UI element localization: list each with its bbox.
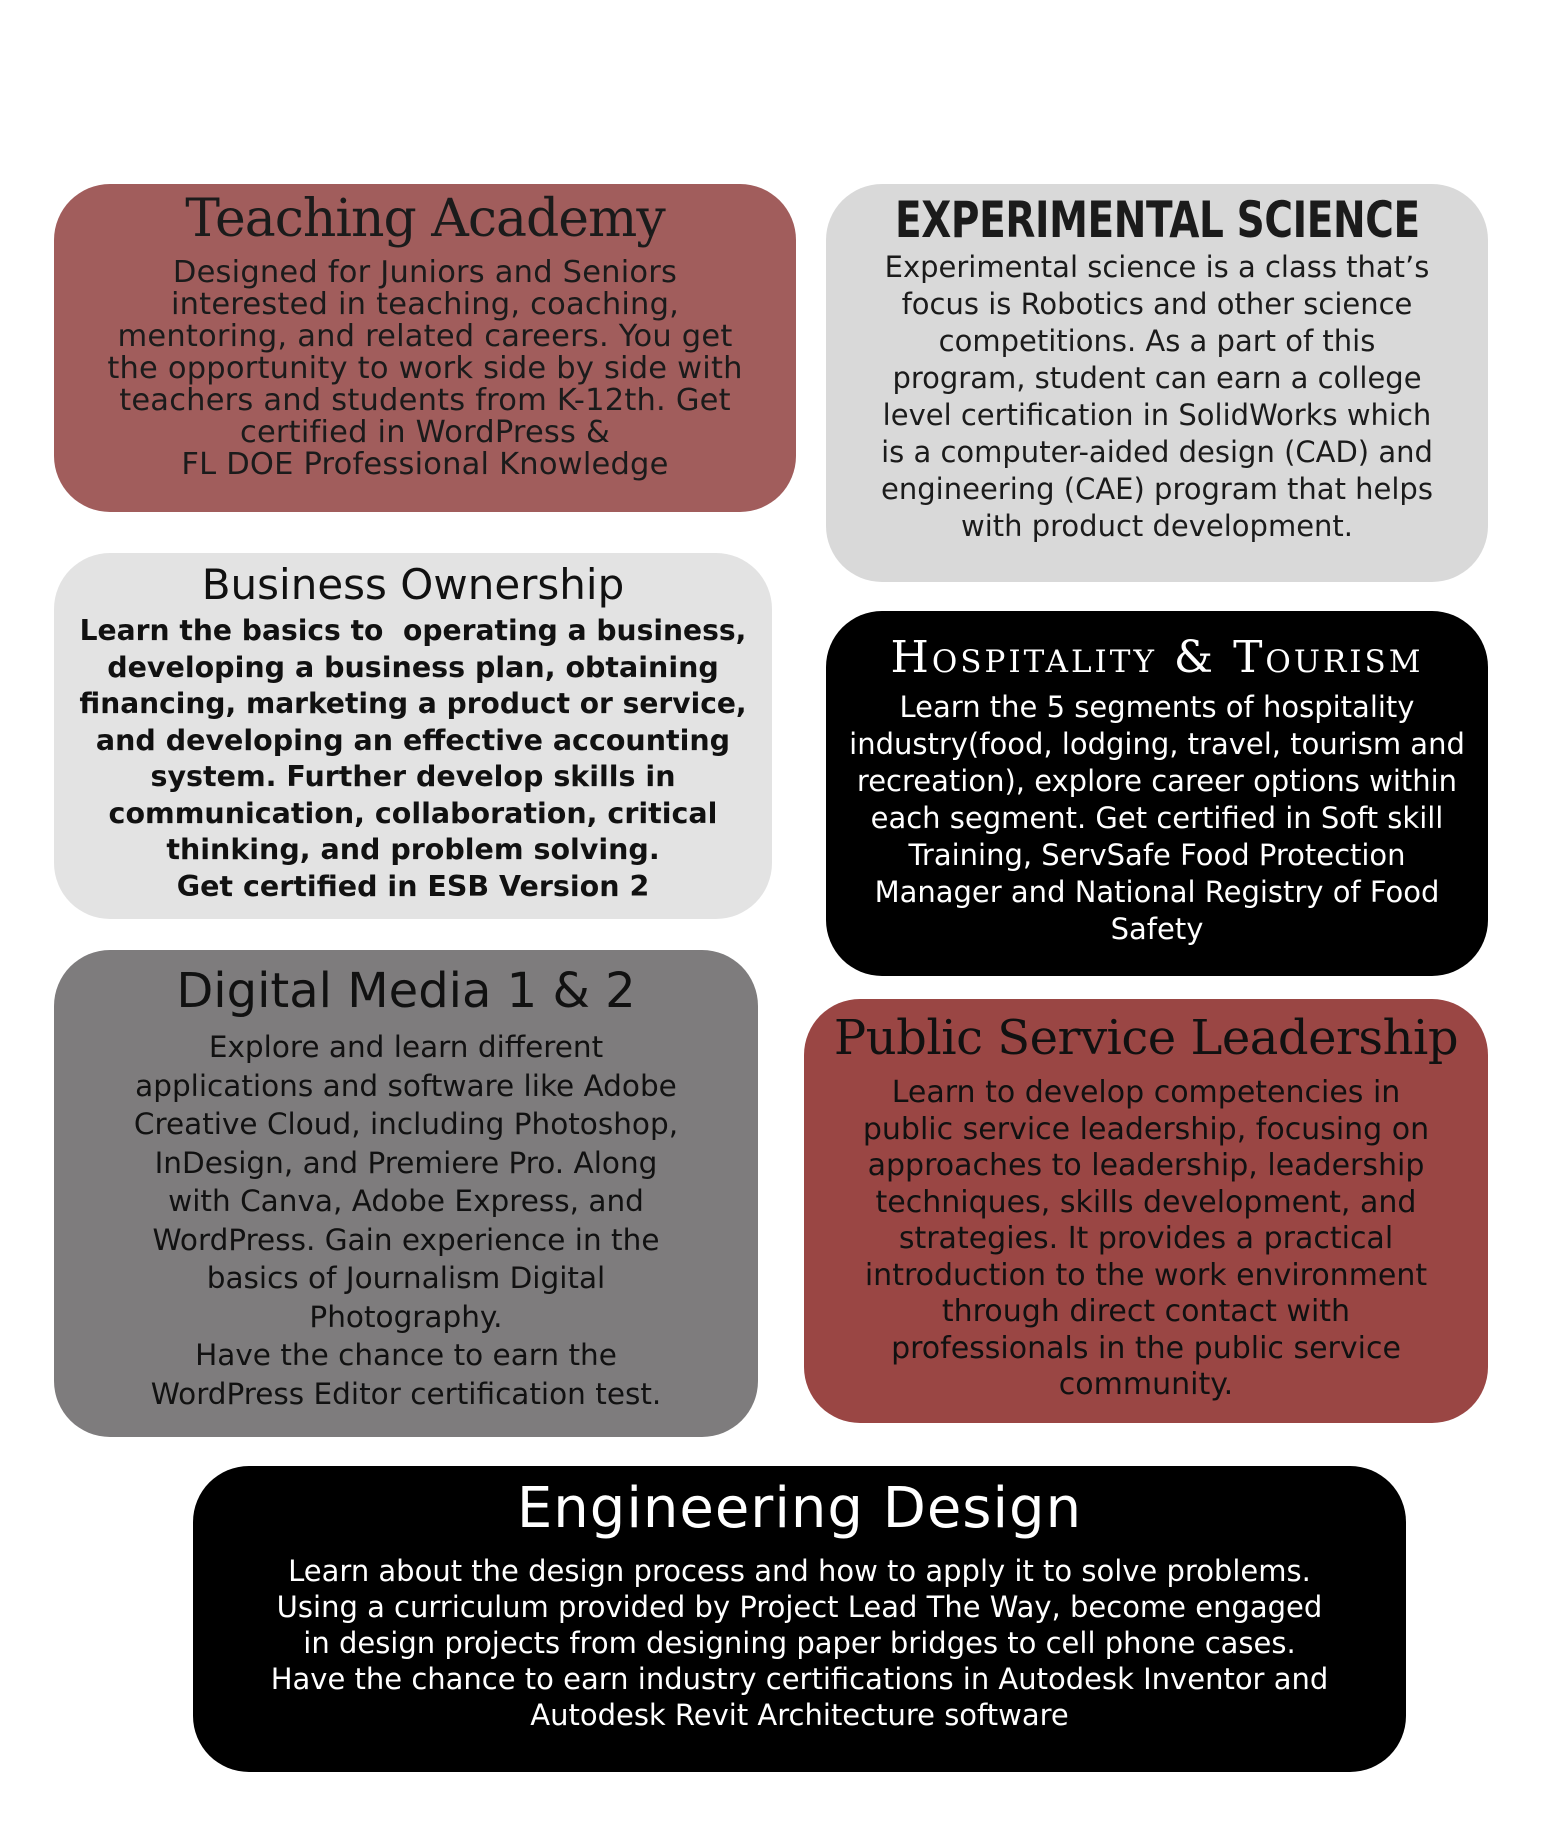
- experimental-science-title: EXPERIMENTAL SCIENCE: [894, 191, 1420, 249]
- experimental-science-card: [826, 184, 1488, 582]
- description-line: the opportunity to work side by side with: [107, 350, 743, 386]
- description-line: WordPress Editor certification test.: [150, 1376, 662, 1411]
- public-service-leadership-description: [863, 1075, 1429, 1404]
- description-line: competitions. As a part of this: [938, 323, 1376, 358]
- description-line: FL DOE Professional Knowledge: [181, 446, 669, 482]
- description-line: approaches to leadership, leadership: [867, 1148, 1425, 1184]
- description-line: engineering (CAE) program that helps: [881, 471, 1433, 506]
- description-line: applications and software like Adobe: [135, 1068, 677, 1103]
- description-line: is a computer-aided design (CAD) and: [881, 434, 1433, 469]
- description-line: with Canva, Adobe Express, and: [168, 1184, 644, 1219]
- description-line: WordPress. Gain experience in the: [152, 1222, 660, 1257]
- description-line: financing, marketing a product or service,: [79, 687, 747, 721]
- description-line: program, student can earn a college: [892, 360, 1422, 395]
- engineering-design-description: [271, 1553, 1329, 1733]
- description-line: Have the chance to earn the: [195, 1338, 617, 1373]
- experimental-science-description: [881, 249, 1433, 545]
- description-line: basics of Journalism Digital: [206, 1261, 606, 1296]
- description-line: teachers and students from K-12th. Get: [119, 382, 731, 418]
- teaching-academy-description: [107, 254, 743, 482]
- digital-media-description: [134, 1028, 678, 1413]
- description-line: recreation), explore career options within: [856, 764, 1458, 799]
- description-line: Autodesk Revit Architecture software: [530, 1697, 1069, 1732]
- description-line: Get certified in ESB Version 2: [176, 869, 650, 903]
- description-line: professionals in the public service: [891, 1330, 1401, 1366]
- teaching-academy-card: [54, 184, 796, 512]
- description-line: Safety: [1110, 912, 1204, 947]
- description-line: focus is Robotics and other science: [901, 286, 1413, 321]
- description-line: Manager and National Registry of Food: [874, 875, 1440, 910]
- digital-media-title: Digital Media 1 & 2: [176, 963, 636, 1019]
- description-line: strategies. It provides a practical: [898, 1221, 1394, 1257]
- description-line: communication, collaboration, critical: [108, 796, 718, 830]
- description-line: introduction to the work environment: [864, 1257, 1428, 1293]
- description-line: level certification in SolidWorks which: [882, 397, 1432, 432]
- description-line: Training, ServSafe Food Protection: [908, 838, 1406, 873]
- description-line: and developing an effective accounting: [95, 723, 731, 757]
- description-line: developing a business plan, obtaining: [107, 650, 719, 684]
- description-line: mentoring, and related careers. You get: [117, 318, 733, 354]
- description-line: industry(food, lodging, travel, tourism and: [849, 727, 1465, 762]
- description-line: Learn to develop competencies in: [891, 1075, 1401, 1111]
- description-line: certified in WordPress &: [240, 414, 610, 450]
- hospitality-tourism-description: [849, 689, 1465, 948]
- description-line: Using a curriculum provided by Project Lead The Way, become engaged: [276, 1589, 1323, 1624]
- description-line: Creative Cloud, including Photoshop,: [133, 1107, 679, 1142]
- description-line: each segment. Get certified in Soft skill: [870, 801, 1444, 836]
- digital-media-card: [54, 950, 758, 1437]
- description-line: through direct contact with: [941, 1294, 1351, 1330]
- description-line: Designed for Juniors and Seniors: [172, 254, 678, 290]
- description-line: with product development.: [960, 508, 1354, 543]
- business-ownership-title: Business Ownership: [201, 560, 625, 609]
- description-line: system. Further develop skills in: [150, 760, 676, 794]
- description-line: Learn the basics to operating a business,: [79, 614, 747, 648]
- description-line: Photography.: [309, 1299, 503, 1334]
- business-ownership-description: [79, 613, 746, 905]
- description-line: community.: [1058, 1367, 1234, 1403]
- business-ownership-card: [54, 553, 772, 919]
- description-line: Explore and learn different: [208, 1030, 604, 1065]
- engineering-design-title: Engineering Design: [516, 1476, 1083, 1541]
- description-line: techniques, skills development, and: [875, 1184, 1417, 1220]
- description-line: public service leadership, focusing on: [862, 1111, 1430, 1147]
- engineering-design-card: [193, 1466, 1406, 1772]
- description-line: interested in teaching, coaching,: [170, 286, 680, 322]
- teaching-academy-title: Teaching Academy: [185, 189, 665, 249]
- description-line: thinking, and problem solving.: [166, 833, 660, 867]
- public-service-leadership-card: [804, 999, 1488, 1423]
- public-service-leadership-title: Public Service Leadership: [833, 1010, 1459, 1066]
- hospitality-tourism-card: [826, 611, 1488, 976]
- description-line: Learn about the design process and how to apply it to solve problems.: [288, 1553, 1311, 1588]
- description-line: in design projects from designing paper bridges to cell phone cases.: [303, 1625, 1296, 1660]
- description-line: Have the chance to earn industry certifications in Autodesk Inventor and: [270, 1661, 1329, 1696]
- description-line: Experimental science is a class that’s: [884, 249, 1430, 284]
- hospitality-tourism-title: Hospitality & Tourism: [890, 632, 1424, 683]
- description-line: InDesign, and Premiere Pro. Along: [154, 1145, 658, 1180]
- description-line: Learn the 5 segments of hospitality: [899, 690, 1415, 725]
